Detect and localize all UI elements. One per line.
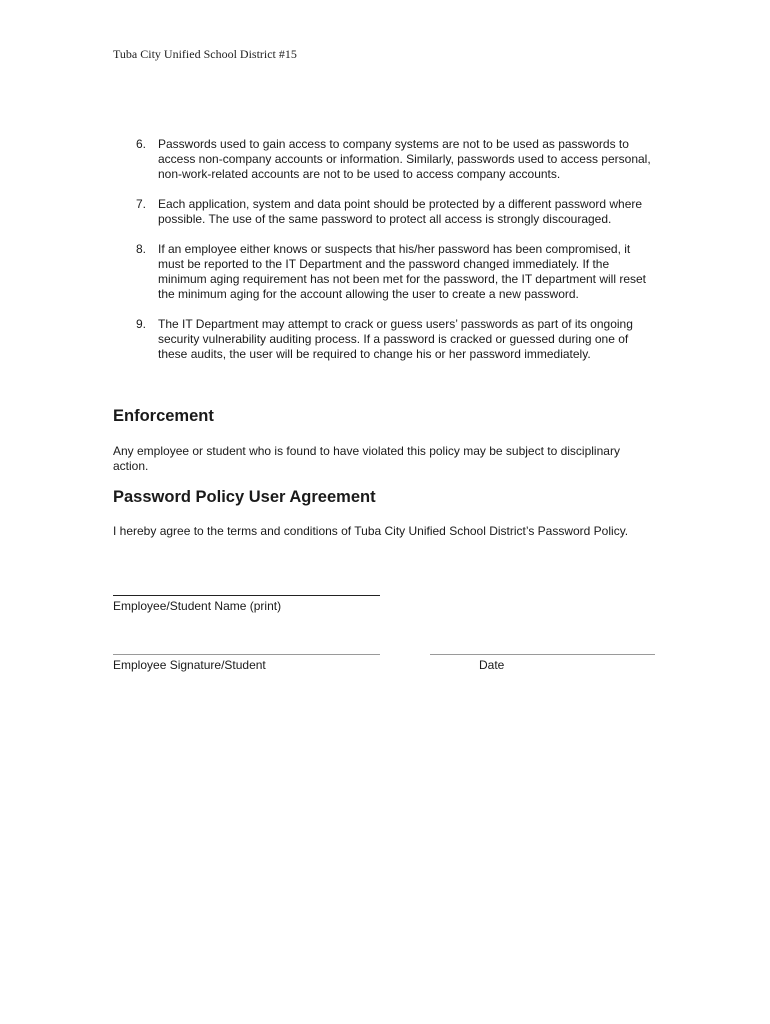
item-number: 8. bbox=[136, 242, 147, 256]
list-item bbox=[113, 242, 658, 302]
item-number: 7. bbox=[136, 197, 147, 211]
date-line bbox=[430, 654, 655, 655]
list-item bbox=[113, 197, 658, 227]
item-text: Each application, system and data point should be protected by a different password where possible. The use of the same password to protect all access is strongly discouraged. bbox=[158, 197, 643, 226]
date-label: Date bbox=[479, 658, 505, 672]
name-signature-line bbox=[113, 595, 380, 596]
item-text: Passwords used to gain access to company systems are not to be used as passwords to access non-company accounts or information. Similarly, passwords used to access personal, non-work-related accounts are not to be used to access company accounts. bbox=[158, 137, 651, 181]
signature-label: Employee Signature/Student bbox=[113, 658, 266, 672]
enforcement-heading: Enforcement bbox=[113, 407, 214, 425]
item-number: 9. bbox=[136, 317, 147, 331]
agreement-text: I hereby agree to the terms and conditions of Tuba City Unified School District’s Password Policy. bbox=[113, 524, 629, 538]
item-text: The IT Department may attempt to crack or guess users’ passwords as part of its ongoing security vulnerability auditing process. If a password is cracked or guessed during one of these audits, the user will be required to change his or her password immediately. bbox=[158, 317, 633, 361]
list-item bbox=[113, 317, 658, 362]
list-item bbox=[113, 137, 658, 182]
item-text: If an employee either knows or suspects that his/her password has been compromised, it must be reported to the IT Department and the password changed immediately. If the minimum aging requirement has not been met for the password, the IT department will reset the minimum aging for the account allowing the user to create a new password. bbox=[158, 242, 647, 301]
name-label: Employee/Student Name (print) bbox=[113, 599, 282, 613]
signature-line bbox=[113, 654, 380, 655]
enforcement-text: Any employee or student who is found to have violated this policy may be subject to disciplinary action. bbox=[113, 444, 620, 473]
policy-list bbox=[113, 137, 658, 377]
page-header: Tuba City Unified School District #15 bbox=[113, 47, 297, 61]
agreement-heading: Password Policy User Agreement bbox=[113, 488, 376, 506]
item-number: 6. bbox=[136, 137, 147, 151]
